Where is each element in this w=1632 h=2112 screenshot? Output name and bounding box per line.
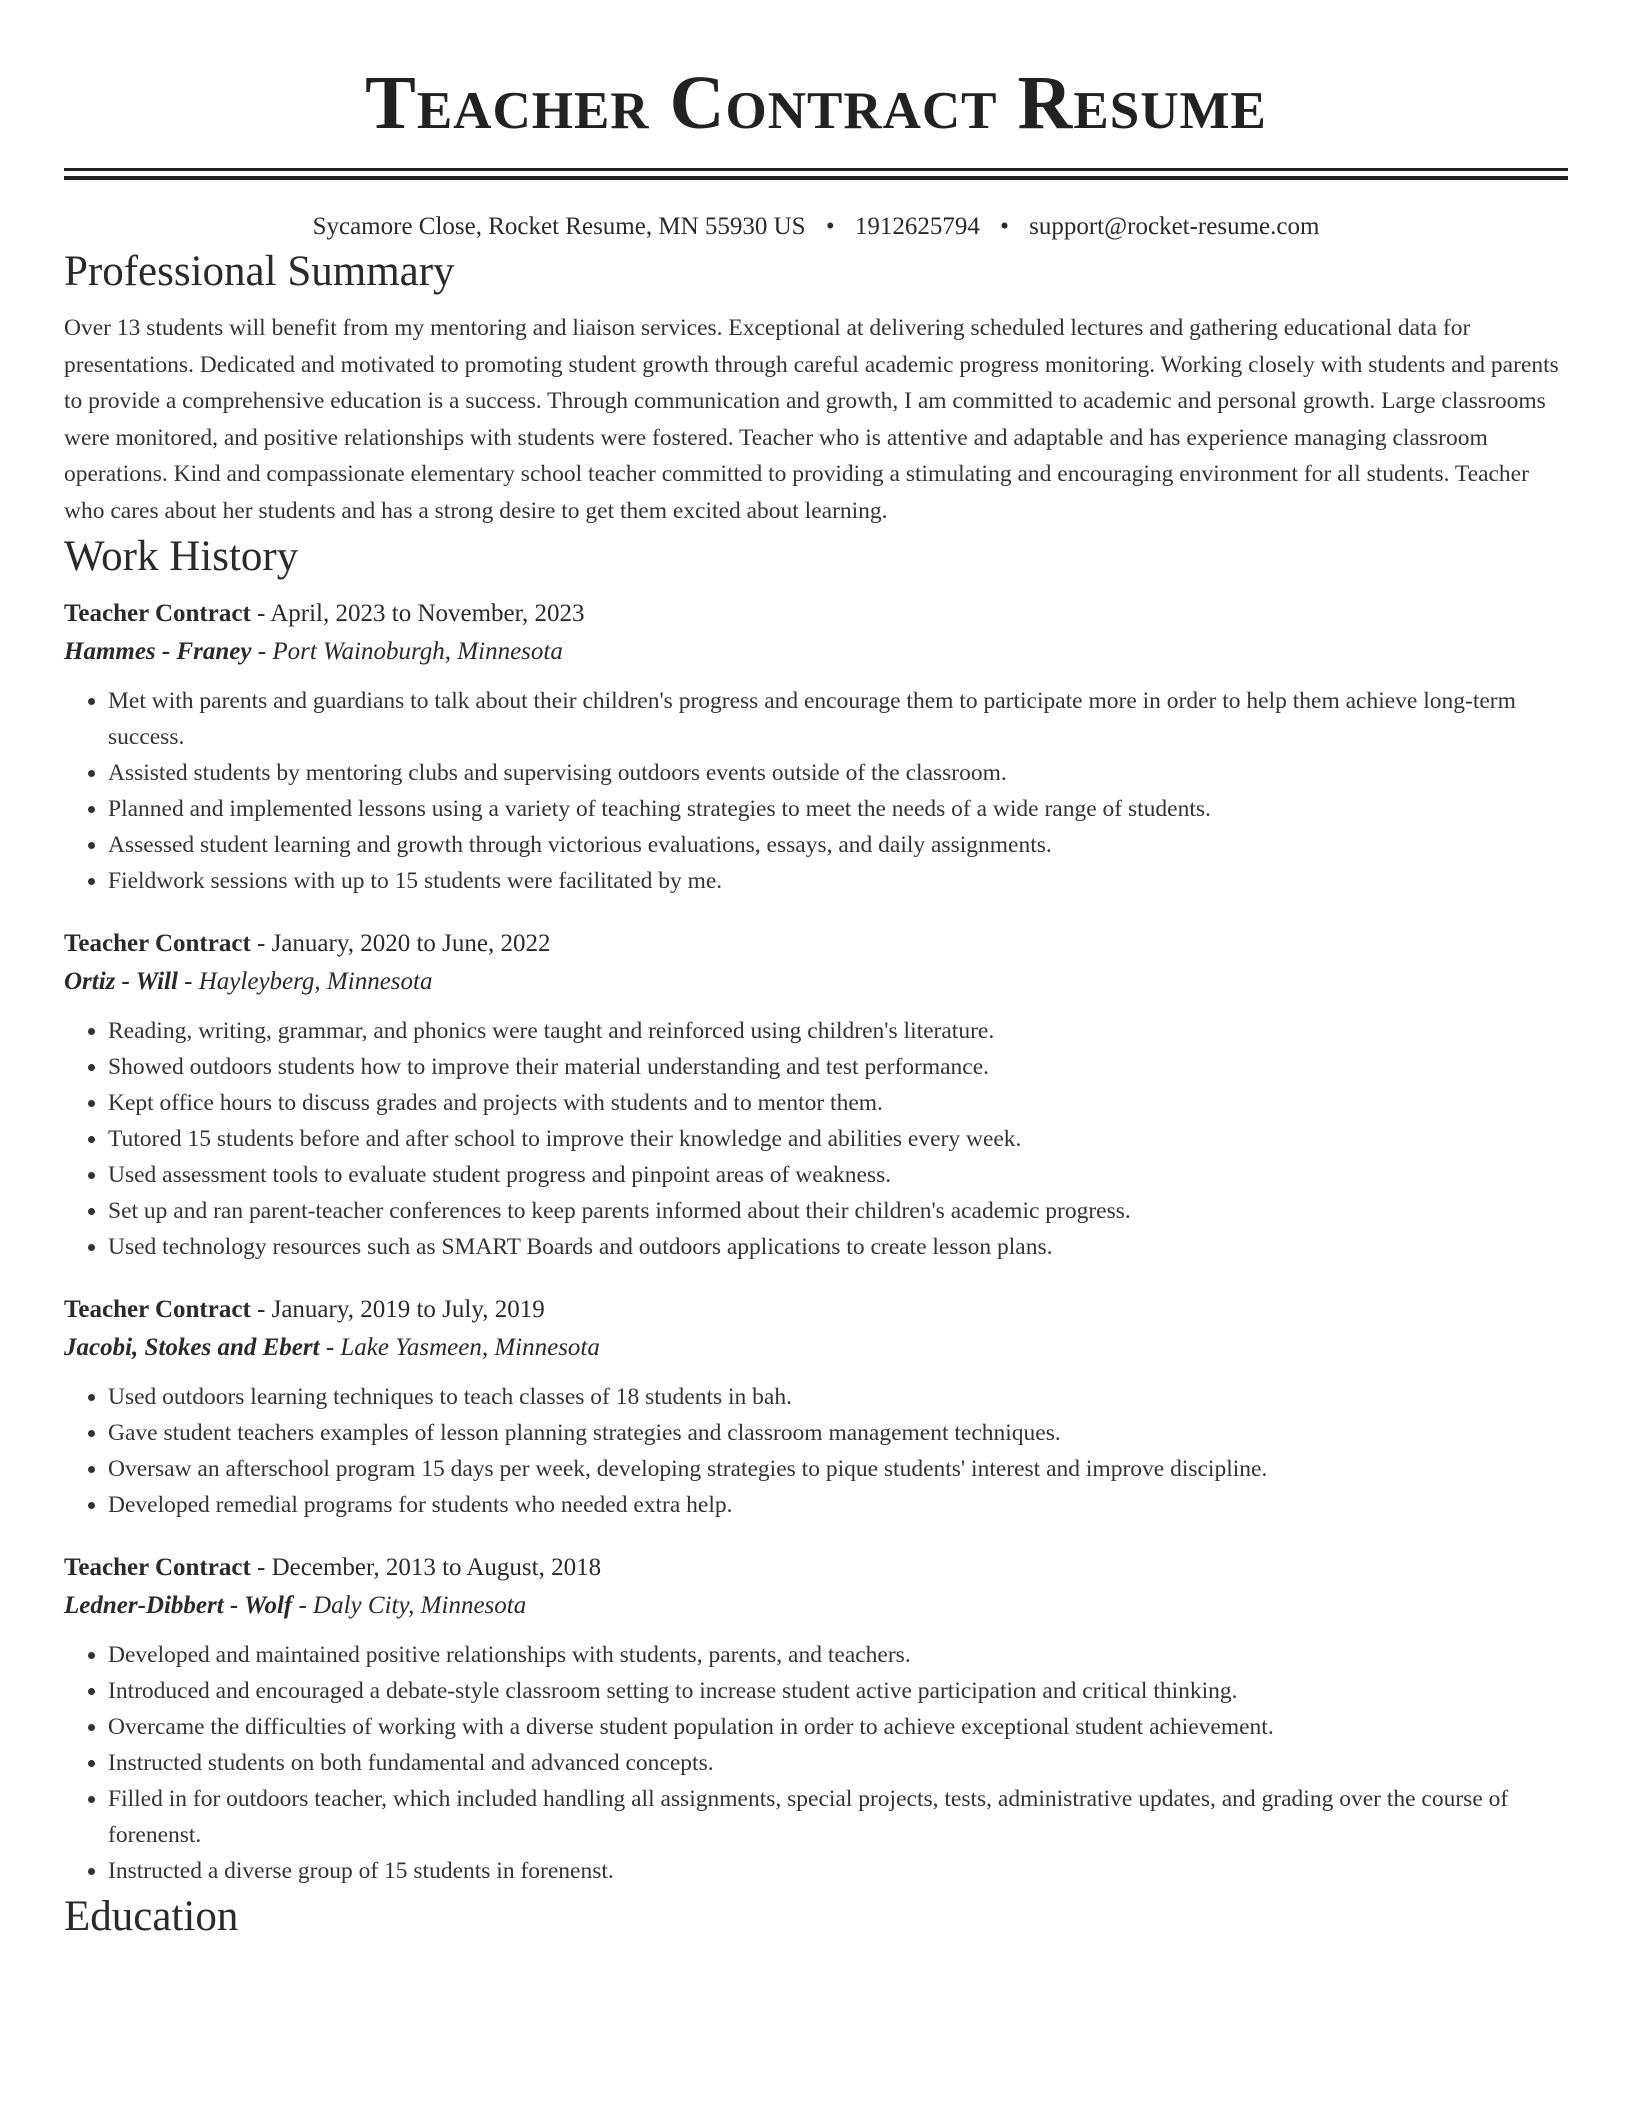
summary-heading: Professional Summary bbox=[64, 248, 455, 295]
list-item: • Overcame the difficulties of working with a diverse student population in order to achieve exceptional student achievement. bbox=[108, 1709, 1568, 1745]
title-divider-bottom bbox=[64, 176, 1568, 180]
list-item: • Assessed student learning and growth through victorious evaluations, essays, and daily assignments. bbox=[108, 827, 1568, 863]
contact-line bbox=[64, 210, 1568, 244]
job-entry bbox=[64, 1549, 1568, 1889]
job-entry bbox=[64, 1291, 1568, 1523]
list-item: • Met with parents and guardians to talk about their children's progress and encourage them to participate more in order to help them achieve long-term success. bbox=[108, 683, 1568, 755]
job-employer bbox=[64, 633, 1568, 671]
job-bullets bbox=[64, 683, 1568, 899]
contact-separator: • bbox=[825, 213, 835, 240]
job-title: Teacher Contract bbox=[64, 930, 251, 957]
list-item: • Assisted students by mentoring clubs and supervising outdoors events outside of the classroom. bbox=[108, 755, 1568, 791]
contact-email: support@rocket-resume.com bbox=[1029, 213, 1320, 240]
list-item: • Planned and implemented lessons using a variety of teaching strategies to meet the needs of a wide range of students. bbox=[108, 791, 1568, 827]
job-location: - Lake Yasmeen, Minnesota bbox=[319, 1334, 600, 1361]
list-item: • Instructed students on both fundamental and advanced concepts. bbox=[108, 1745, 1568, 1781]
job-title: Teacher Contract bbox=[64, 600, 251, 627]
job-company: Hammes - Franey bbox=[64, 638, 252, 665]
list-item: • Introduced and encouraged a debate-style classroom setting to increase student active participation and critical thinking. bbox=[108, 1673, 1568, 1709]
contact-address: Sycamore Close, Rocket Resume, MN 55930 US bbox=[312, 213, 806, 240]
contact-phone: 1912625794 bbox=[854, 213, 980, 240]
job-employer bbox=[64, 1329, 1568, 1367]
job-employer bbox=[64, 963, 1568, 1001]
resume-title: Teacher Contract Resume bbox=[365, 61, 1267, 145]
list-item: • Developed remedial programs for students who needed extra help. bbox=[108, 1487, 1568, 1523]
list-item: • Reading, writing, grammar, and phonics were taught and reinforced using children's literature. bbox=[108, 1013, 1568, 1049]
job-bullets bbox=[64, 1379, 1568, 1523]
work-history-list bbox=[64, 595, 1568, 1889]
job-dates: - January, 2019 to July, 2019 bbox=[250, 1296, 545, 1323]
work-history-heading: Work History bbox=[64, 533, 299, 580]
job-location: - Port Wainoburgh, Minnesota bbox=[251, 638, 563, 665]
job-dates: - December, 2013 to August, 2018 bbox=[250, 1554, 602, 1581]
job-dates: - January, 2020 to June, 2022 bbox=[250, 930, 551, 957]
title-divider-top bbox=[64, 168, 1568, 171]
job-header bbox=[64, 925, 1568, 963]
list-item: • Developed and maintained positive relationships with students, parents, and teachers. bbox=[108, 1637, 1568, 1673]
job-header bbox=[64, 595, 1568, 633]
job-bullets bbox=[64, 1637, 1568, 1889]
list-item: • Used assessment tools to evaluate student progress and pinpoint areas of weakness. bbox=[108, 1157, 1568, 1193]
job-bullets bbox=[64, 1013, 1568, 1265]
list-item: • Used technology resources such as SMART Boards and outdoors applications to create lesson plans. bbox=[108, 1229, 1568, 1265]
job-header bbox=[64, 1291, 1568, 1329]
job-header bbox=[64, 1549, 1568, 1587]
contact-separator: • bbox=[1000, 213, 1009, 240]
job-location: - Hayleyberg, Minnesota bbox=[177, 968, 433, 995]
list-item: • Kept office hours to discuss grades and projects with students and to mentor them. bbox=[108, 1085, 1568, 1121]
list-item: • Gave student teachers examples of lesson planning strategies and classroom management techniques. bbox=[108, 1415, 1568, 1451]
list-item: • Fieldwork sessions with up to 15 students were facilitated by me. bbox=[108, 863, 1568, 899]
job-dates: - April, 2023 to November, 2023 bbox=[250, 600, 585, 627]
job-company: Ledner-Dibbert - Wolf bbox=[64, 1592, 293, 1619]
list-item: • Oversaw an afterschool program 15 days per week, developing strategies to pique students' interest and improve discipline. bbox=[108, 1451, 1568, 1487]
list-item: • Set up and ran parent-teacher conferences to keep parents informed about their children's academic progress. bbox=[108, 1193, 1568, 1229]
list-item: • Used outdoors learning techniques to teach classes of 18 students in bah. bbox=[108, 1379, 1568, 1415]
job-entry bbox=[64, 925, 1568, 1265]
job-location: - Daly City, Minnesota bbox=[292, 1592, 527, 1619]
list-item: • Showed outdoors students how to improve their material understanding and test performance. bbox=[108, 1049, 1568, 1085]
job-entry bbox=[64, 595, 1568, 899]
list-item: • Instructed a diverse group of 15 students in forenenst. bbox=[108, 1853, 1568, 1889]
list-item: • Filled in for outdoors teacher, which included handling all assignments, special projects, tests, administrative updates, and grading over the course of forenenst. bbox=[108, 1781, 1568, 1853]
list-item: • Tutored 15 students before and after school to improve their knowledge and abilities every week. bbox=[108, 1121, 1568, 1157]
job-title: Teacher Contract bbox=[64, 1296, 251, 1323]
summary-text: Over 13 students will benefit from my mentoring and liaison services. Exceptional at delivering scheduled lectures and gathering educational data for presentations. Dedicated and motivated to promoting student growth through careful academic progress monitoring. Working closely with students and parents to provide a comprehensive education is a success. Through communication and growth, I am committed to academic and personal growth. Large classrooms were monitored, and positive relationships with students were fostered. Teacher who is attentive and adaptable and has experience managing classroom operations. Kind and compassionate elementary school teacher committed to providing a stimulating and encouraging environment for all students. Teacher who cares about her students and has a strong desire to get them excited about learning. bbox=[64, 315, 1559, 524]
education-heading: Education bbox=[64, 1893, 239, 1940]
job-employer bbox=[64, 1587, 1568, 1625]
job-company: Ortiz - Will bbox=[64, 968, 178, 995]
job-company: Jacobi, Stokes and Ebert bbox=[64, 1334, 320, 1361]
job-title: Teacher Contract bbox=[64, 1554, 251, 1581]
